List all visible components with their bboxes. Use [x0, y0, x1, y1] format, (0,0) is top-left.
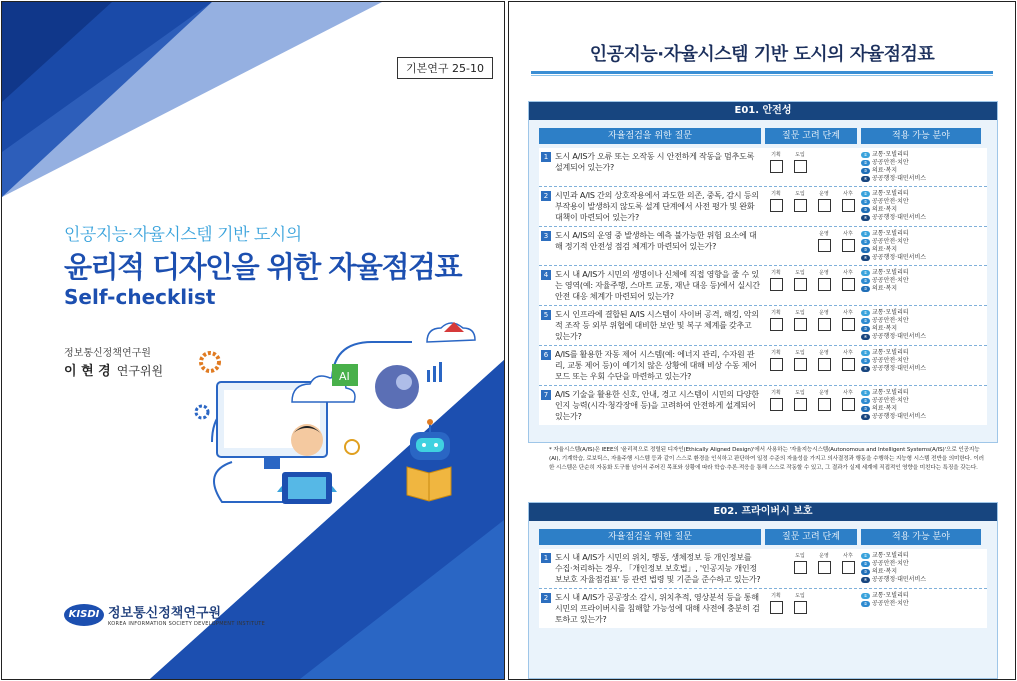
stage-post: [837, 231, 859, 252]
question: [539, 552, 761, 585]
checklist-row: [539, 266, 987, 306]
field-number-icon: ①: [861, 310, 870, 316]
stage-checkbox[interactable]: [770, 160, 783, 173]
stage-label: 사후: [843, 270, 853, 276]
kisdi-logo-english: KOREA INFORMATION SOCIETY DEVELOPMENT INSTITUTE: [108, 621, 266, 627]
stage-label: 운영: [819, 270, 829, 276]
field-number-icon: ①: [861, 390, 870, 396]
field-number-icon: ①: [861, 270, 870, 276]
field-item: [861, 277, 981, 285]
stage-checkbox[interactable]: [818, 239, 831, 252]
stage-checkboxes: [765, 190, 857, 223]
field-number-icon: ④: [861, 176, 870, 182]
field-number-icon: ③: [861, 569, 870, 575]
field-item: [861, 254, 981, 262]
question: [539, 230, 761, 262]
field-number-icon: ①: [861, 191, 870, 197]
stage-label: 사후: [843, 350, 853, 356]
stage-plan: [765, 270, 787, 291]
stage-label: 기획: [771, 152, 781, 158]
field-item: [861, 397, 981, 405]
stage-plan: [765, 152, 787, 173]
question-number: 7: [541, 390, 551, 400]
column-header-field: 적용 가능 분야: [861, 529, 981, 545]
field-number-icon: ②: [861, 160, 870, 166]
smart-city-illustration: [182, 322, 492, 572]
field-label: 교통·모빌리티: [872, 349, 909, 356]
stage-label: 사후: [843, 553, 853, 559]
kisdi-logo-korean: 정보통신정책연구원: [108, 606, 222, 621]
stage-intro: [789, 152, 811, 173]
field-label: 교통·모빌리티: [872, 309, 909, 316]
stage-checkbox[interactable]: [842, 239, 855, 252]
stage-checkboxes: [765, 552, 857, 585]
checklist-row: [539, 148, 987, 187]
stage-checkbox[interactable]: [794, 318, 807, 331]
field-number-icon: ②: [861, 239, 870, 245]
stage-plan: [765, 350, 787, 371]
checklist-title: 인공지능·자율시스템 기반 도시의 자율점검표: [589, 44, 935, 65]
stage-checkbox[interactable]: [794, 358, 807, 371]
stage-plan: [765, 593, 787, 614]
stage-label: 기획: [771, 593, 781, 599]
question: [539, 269, 761, 302]
field-item: [861, 405, 981, 413]
field-number-icon: ②: [861, 278, 870, 284]
checklist-row: [539, 589, 987, 628]
field-item: [861, 576, 981, 584]
field-label: 공공행정·대민서비스: [872, 576, 927, 583]
field-label: 교통·모빌리티: [872, 151, 909, 158]
stage-checkboxes: [765, 151, 857, 183]
question: [539, 592, 761, 625]
cover-title-english: Self-checklist: [64, 285, 216, 309]
question-number: 1: [541, 152, 551, 162]
column-header-field: 적용 가능 분야: [861, 128, 981, 144]
stage-checkbox[interactable]: [794, 561, 807, 574]
stage-checkbox[interactable]: [818, 278, 831, 291]
field-item: [861, 600, 981, 608]
field-number-icon: ②: [861, 199, 870, 205]
column-header-stage: 질문 고려 단계: [765, 128, 857, 144]
field-number-icon: ③: [861, 168, 870, 174]
applicable-fields: [861, 269, 981, 302]
stage-label: 도입: [795, 191, 805, 197]
checklist-row: [539, 187, 987, 227]
stage-intro: [789, 310, 811, 331]
checklist-row: [539, 306, 987, 346]
stage-checkbox[interactable]: [842, 199, 855, 212]
stage-label: 운영: [819, 350, 829, 356]
section-safety: [528, 101, 998, 443]
question: [539, 349, 761, 382]
stage-checkbox[interactable]: [842, 561, 855, 574]
field-number-icon: ③: [861, 247, 870, 253]
field-label: 교통·모빌리티: [872, 592, 909, 599]
field-item: [861, 413, 981, 421]
column-header-stage: 질문 고려 단계: [765, 529, 857, 545]
field-label: 교통·모빌리티: [872, 552, 909, 559]
stage-intro: [789, 593, 811, 614]
field-number-icon: ②: [861, 358, 870, 364]
stage-post: [837, 553, 859, 574]
field-label: 교통·모빌리티: [872, 389, 909, 396]
stage-intro: [789, 390, 811, 411]
stage-label: 도입: [795, 390, 805, 396]
stage-label: 운영: [819, 390, 829, 396]
applicable-fields: [861, 151, 981, 183]
field-label: 공공행정·대민서비스: [872, 175, 927, 182]
field-label: 의료·복지: [872, 246, 898, 253]
field-number-icon: ③: [861, 286, 870, 292]
field-label: 의료·복지: [872, 285, 898, 292]
stage-label: 기획: [771, 350, 781, 356]
field-item: [861, 246, 981, 254]
kisdi-logo-mark: KISDI: [64, 604, 104, 626]
applicable-fields: [861, 592, 981, 625]
field-number-icon: ②: [861, 318, 870, 324]
field-item: [861, 333, 981, 341]
applicable-fields: [861, 552, 981, 585]
checklist-page: [508, 1, 1016, 680]
field-label: 공공안전·치안: [872, 159, 909, 166]
applicable-fields: [861, 349, 981, 382]
question-text: A/IS 기술을 활용한 신호, 안내, 경고 시스템이 시민의 다양한 인지 능력(시각·청각장애 등)을 고려하여 안전하게 설계되어 있는가?: [555, 390, 759, 421]
field-label: 공공행정·대민서비스: [872, 254, 927, 261]
cover-subtitle: 인공지능·자율시스템 기반 도시의: [64, 225, 302, 245]
question-text: 도시 내 A/IS가 공공장소 감시, 위치추적, 영상분석 등을 통해 시민의 프라이버시를 침해할 가능성에 대해 사전에 충분히 검토하고 있는가?: [555, 593, 760, 624]
applicable-fields: [861, 309, 981, 342]
title-underline: [531, 71, 993, 74]
field-item: [861, 214, 981, 222]
field-item: [861, 167, 981, 175]
stage-label: 기획: [771, 390, 781, 396]
stage-label: 기획: [771, 270, 781, 276]
stage-label: 도입: [795, 350, 805, 356]
stage-plan: [765, 310, 787, 331]
question-text: 도시 내 A/IS가 시민의 생명이나 신체에 직접 영향을 줄 수 있는 영역(예: 자율주행, 스마트 교통, 재난 대응 등)에서 실시간 안전 대응 체계가 마련되어 있는가?: [555, 270, 760, 301]
field-label: 공공안전·치안: [872, 397, 909, 404]
ai-chip-label: AI: [339, 370, 350, 383]
field-item: [861, 190, 981, 198]
field-label: 의료·복지: [872, 167, 898, 174]
stage-intro: [789, 350, 811, 371]
stage-label: 운영: [819, 553, 829, 559]
stage-checkbox[interactable]: [818, 358, 831, 371]
field-label: 공공행정·대민서비스: [872, 413, 927, 420]
stage-op: [813, 231, 835, 252]
question: [539, 389, 761, 422]
stage-checkbox[interactable]: [842, 278, 855, 291]
field-item: [861, 230, 981, 238]
section-header: E01. 안전성: [529, 102, 997, 120]
stage-label: 운영: [819, 231, 829, 237]
stage-checkbox[interactable]: [794, 160, 807, 173]
field-label: 의료·복지: [872, 206, 898, 213]
checklist-row: [539, 346, 987, 386]
question-text: 도시 내 A/IS가 시민의 위치, 행동, 생체정보 등 개인정보를 수집·처리하는 경우, 「개인정보 보호법」, '인공지능 개인정보보호 자율점검표' 등 관련 법령 및 기준을 준수하고 있는가?: [555, 553, 761, 584]
stage-checkbox[interactable]: [818, 199, 831, 212]
author: [64, 360, 163, 379]
field-number-icon: ①: [861, 231, 870, 237]
stage-checkboxes: [765, 269, 857, 302]
stage-checkbox[interactable]: [770, 318, 783, 331]
field-item: [861, 285, 981, 293]
stage-checkbox[interactable]: [794, 278, 807, 291]
field-label: 공공안전·치안: [872, 277, 909, 284]
field-item: [861, 560, 981, 568]
stage-op: [813, 390, 835, 411]
field-label: 공공행정·대민서비스: [872, 214, 927, 221]
stage-label: 운영: [819, 191, 829, 197]
author-role: 연구위원: [116, 364, 164, 378]
applicable-fields: [861, 389, 981, 422]
field-item: [861, 349, 981, 357]
stage-label: 사후: [843, 191, 853, 197]
question-number: 3: [541, 231, 551, 241]
field-label: 공공안전·치안: [872, 238, 909, 245]
field-number-icon: ①: [861, 350, 870, 356]
stage-op: [813, 553, 835, 574]
column-header-question: 자율점검을 위한 질문: [539, 529, 761, 545]
checklist-rows: [539, 549, 987, 628]
field-label: 공공행정·대민서비스: [872, 333, 927, 340]
stage-label: 사후: [843, 390, 853, 396]
stage-label: 도입: [795, 310, 805, 316]
field-number-icon: ②: [861, 601, 870, 607]
stage-checkbox[interactable]: [770, 601, 783, 614]
field-label: 공공안전·치안: [872, 560, 909, 567]
section-privacy: [528, 502, 998, 679]
series-badge: 기본연구 25-10: [397, 57, 493, 79]
checklist-rows: [539, 148, 987, 425]
stage-checkbox[interactable]: [794, 398, 807, 411]
checklist-row: [539, 549, 987, 589]
question: [539, 190, 761, 223]
field-label: 공공안전·치안: [872, 600, 909, 607]
stage-plan: [765, 191, 787, 212]
author-name: 이 현 경: [64, 364, 111, 379]
field-number-icon: ②: [861, 561, 870, 567]
field-item: [861, 592, 981, 600]
stage-checkbox[interactable]: [818, 398, 831, 411]
field-item: [861, 317, 981, 325]
stage-checkboxes: [765, 349, 857, 382]
field-item: [861, 269, 981, 277]
stage-checkbox[interactable]: [818, 561, 831, 574]
field-item: [861, 159, 981, 167]
stage-label: 사후: [843, 231, 853, 237]
section-header: E02. 프라이버시 보호: [529, 503, 997, 521]
stage-post: [837, 350, 859, 371]
stage-checkbox[interactable]: [842, 398, 855, 411]
stage-op: [813, 310, 835, 331]
field-label: 공공안전·치안: [872, 357, 909, 364]
stage-label: 도입: [795, 270, 805, 276]
stage-checkbox[interactable]: [770, 358, 783, 371]
stage-op: [813, 270, 835, 291]
question: [539, 309, 761, 342]
stage-label: 기획: [771, 310, 781, 316]
stage-checkbox[interactable]: [770, 278, 783, 291]
question-text: 도시 인프라에 결합된 A/IS 시스템이 사이버 공격, 해킹, 악의적 조작 등 외부 위협에 대비한 보안 및 복구 체계를 갖추고 있는가?: [555, 310, 759, 341]
stage-checkbox[interactable]: [770, 398, 783, 411]
stage-checkbox[interactable]: [794, 601, 807, 614]
checklist-row: [539, 227, 987, 266]
stage-post: [837, 390, 859, 411]
field-number-icon: ④: [861, 366, 870, 372]
field-item: [861, 389, 981, 397]
field-label: 공공행정·대민서비스: [872, 365, 927, 372]
field-item: [861, 238, 981, 246]
stage-post: [837, 191, 859, 212]
title-underline-thin: [531, 75, 993, 76]
cover-title: 윤리적 디자인을 위한 자율점검표: [64, 250, 461, 284]
stage-label: 기획: [771, 191, 781, 197]
field-label: 공공안전·치안: [872, 198, 909, 205]
stage-label: 도입: [795, 593, 805, 599]
field-item: [861, 206, 981, 214]
applicable-fields: [861, 230, 981, 262]
field-item: [861, 552, 981, 560]
field-label: 의료·복지: [872, 325, 898, 332]
question: [539, 151, 761, 183]
stage-op: [813, 350, 835, 371]
field-label: 공공안전·치안: [872, 317, 909, 324]
field-number-icon: ③: [861, 326, 870, 332]
field-item: [861, 198, 981, 206]
field-number-icon: ④: [861, 334, 870, 340]
stage-checkboxes: [765, 592, 857, 625]
stage-checkbox[interactable]: [818, 318, 831, 331]
field-number-icon: ④: [861, 215, 870, 221]
stage-checkboxes: [765, 389, 857, 422]
field-number-icon: ①: [861, 553, 870, 559]
applicable-fields: [861, 190, 981, 223]
field-number-icon: ④: [861, 577, 870, 583]
question-text: 도시 A/IS의 운영 중 발생하는 예측 불가능한 위험 요소에 대해 정기적 안전성 점검 체계가 마련되어 있는가?: [555, 231, 757, 251]
stage-label: 도입: [795, 553, 805, 559]
field-item: [861, 309, 981, 317]
field-number-icon: ④: [861, 255, 870, 261]
stage-op: [813, 191, 835, 212]
field-item: [861, 151, 981, 159]
field-number-icon: ③: [861, 406, 870, 412]
field-label: 교통·모빌리티: [872, 230, 909, 237]
field-number-icon: ①: [861, 152, 870, 158]
field-number-icon: ②: [861, 398, 870, 404]
kisdi-logo: [64, 602, 265, 627]
stage-post: [837, 270, 859, 291]
author-organization: 정보통신정책연구원: [64, 348, 151, 359]
field-item: [861, 568, 981, 576]
field-item: [861, 325, 981, 333]
field-number-icon: ①: [861, 593, 870, 599]
question-number: 6: [541, 350, 551, 360]
stage-plan: [765, 390, 787, 411]
stage-label: 도입: [795, 152, 805, 158]
column-headers: [539, 128, 987, 144]
question-number: 1: [541, 553, 551, 563]
report-cover: [1, 1, 505, 680]
question-text: 시민과 A/IS 간의 상호작용에서 과도한 의존, 중독, 감시 등의 부작용이 발생하지 않도록 설계 단계에서 사전 평가 및 완화 대책이 마련되어 있는가?: [555, 191, 759, 222]
stage-checkbox[interactable]: [842, 358, 855, 371]
field-item: [861, 365, 981, 373]
field-item: [861, 357, 981, 365]
footnote: * 자율시스템(A/IS)은 IEEE의 '윤리적으로 정렬된 디자인(Ethically Aligned Design)'에서 사용하는 '자율지능시스템(Autonomous and Intelligent Systems(A/IS)'으로 인공지능(AI), 기계학습, 로보틱스, 자율주행 시스템 등과 같이 스스로 환경을 인식하고 판단하여 일정 수준의 자율성을 가지고 의사결정과 행동을 수행하는 지능형 시스템 전반을 의미한다. 이러한 시스템은 단순히 자동화 도구를 넘어서 주어진 목표와 상황에 따라 학습·추론·적응을 통해 스스로 작동할 수 있고, 그 결과가 실제 세계에 직접적인 영향을 미친다는 특징을 갖는다.: [549, 447, 984, 471]
question-text: 도시 A/IS가 오류 또는 오작동 시 안전하게 작동을 멈추도록 설계되어 있는가?: [555, 152, 755, 172]
stage-checkbox[interactable]: [770, 199, 783, 212]
field-number-icon: ④: [861, 414, 870, 420]
stage-checkboxes: [765, 230, 857, 262]
stage-label: 사후: [843, 310, 853, 316]
stage-post: [837, 310, 859, 331]
stage-intro: [789, 553, 811, 574]
stage-intro: [789, 191, 811, 212]
column-header-question: 자율점검을 위한 질문: [539, 128, 761, 144]
question-number: 2: [541, 191, 551, 201]
field-label: 교통·모빌리티: [872, 269, 909, 276]
question-number: 4: [541, 270, 551, 280]
stage-checkbox[interactable]: [794, 199, 807, 212]
column-headers: [539, 529, 987, 545]
field-label: 의료·복지: [872, 405, 898, 412]
stage-label: 운영: [819, 310, 829, 316]
checklist-row: [539, 386, 987, 425]
question-number: 5: [541, 310, 551, 320]
field-number-icon: ③: [861, 207, 870, 213]
question-number: 2: [541, 593, 551, 603]
stage-checkbox[interactable]: [842, 318, 855, 331]
question-text: A/IS를 활용한 자동 제어 시스템(예: 에너지 관리, 수자원 관리, 교통 제어 등)이 예기치 않은 상황에 대해 비상 수동 제어 모드 또는 우회 수단을 마련하고 있는가?: [555, 350, 757, 381]
stage-checkboxes: [765, 309, 857, 342]
stage-intro: [789, 270, 811, 291]
field-label: 교통·모빌리티: [872, 190, 909, 197]
field-item: [861, 175, 981, 183]
field-label: 의료·복지: [872, 568, 898, 575]
